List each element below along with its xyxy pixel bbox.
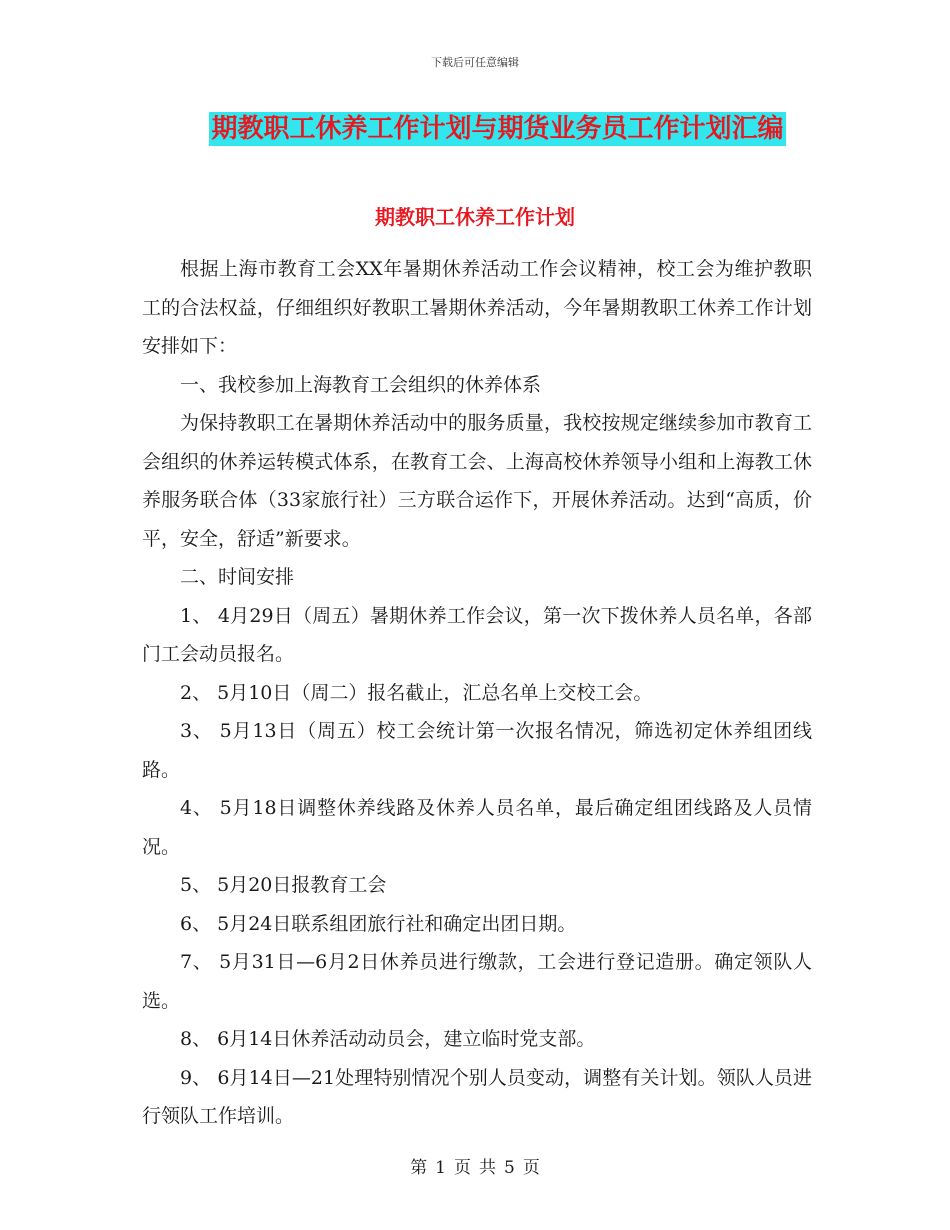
page-label-prefix: 第: [410, 1158, 428, 1178]
section-heading-1: 一、我校参加上海教育工会组织的休养体系: [180, 373, 542, 396]
schedule-item-5: 5、 5月20日报教育工会: [180, 874, 387, 896]
schedule-item-9: 9、 6月14日—21处理特别情况个别人员变动，调整有关计划。领队人员进行领队工作培训。: [142, 1066, 812, 1127]
schedule-item-8: 8、 6月14日休养活动动员会，建立临时党支部。: [180, 1028, 596, 1050]
schedule-item-7: 7、 5月31日—6月2日休养员进行缴款，工会进行登记造册。确定领队人选。: [142, 951, 812, 1012]
paragraph-section-1: 为保持教职工在暑期休养活动中的服务质量，我校按规定继续参加市教育工会组织的休养运转模式体系，在教育工会、上海高校休养领导小组和上海教工休养服务联合体（33家旅行社）三方联合运作下，开展休养活动。达到“高质，价平，安全，舒适”新要求。: [142, 412, 812, 550]
section-heading-2: 二、时间安排: [180, 566, 295, 588]
schedule-item-4: 4、 5月18日调整休养线路及休养人员名单，最后确定组团线路及人员情况。: [142, 797, 812, 858]
main-title-container: [0, 112, 950, 146]
header-note: 下载后可任意编辑: [431, 56, 519, 69]
document-sub-title: 期教职工休养工作计划: [375, 205, 575, 229]
page-footer: [0, 1153, 950, 1178]
schedule-item-6: 6、 5月24日联系组团旅行社和确定出团日期。: [180, 912, 577, 935]
schedule-item-2: 2、 5月10日（周二）报名截止，汇总名单上交校工会。: [180, 681, 653, 704]
schedule-item-1: 1、 4月29日（周五）暑期休养工作会议，第一次下拨休养人员名单，各部门工会动员报名。: [142, 604, 812, 665]
document-main-title: 期教职工休养工作计划与期货业务员工作计划汇编: [211, 114, 784, 144]
page-total: 5: [504, 1158, 515, 1178]
page-label-mid2: 共: [479, 1158, 496, 1178]
page-label-mid1: 页: [454, 1158, 471, 1178]
page-label-suffix: 页: [522, 1158, 540, 1178]
document-body: [142, 250, 812, 1136]
paragraph-intro: 根据上海市教育工会XX年暑期休养活动工作会议精神，校工会为维护教职工的合法权益，仔细组织好教职工暑期休养活动，今年暑期教职工休养工作计划安排如下：: [142, 258, 812, 357]
page-current: 1: [435, 1158, 446, 1178]
schedule-item-3: 3、 5月13日（周五）校工会统计第一次报名情况，筛选初定休养组团线路。: [142, 720, 812, 781]
